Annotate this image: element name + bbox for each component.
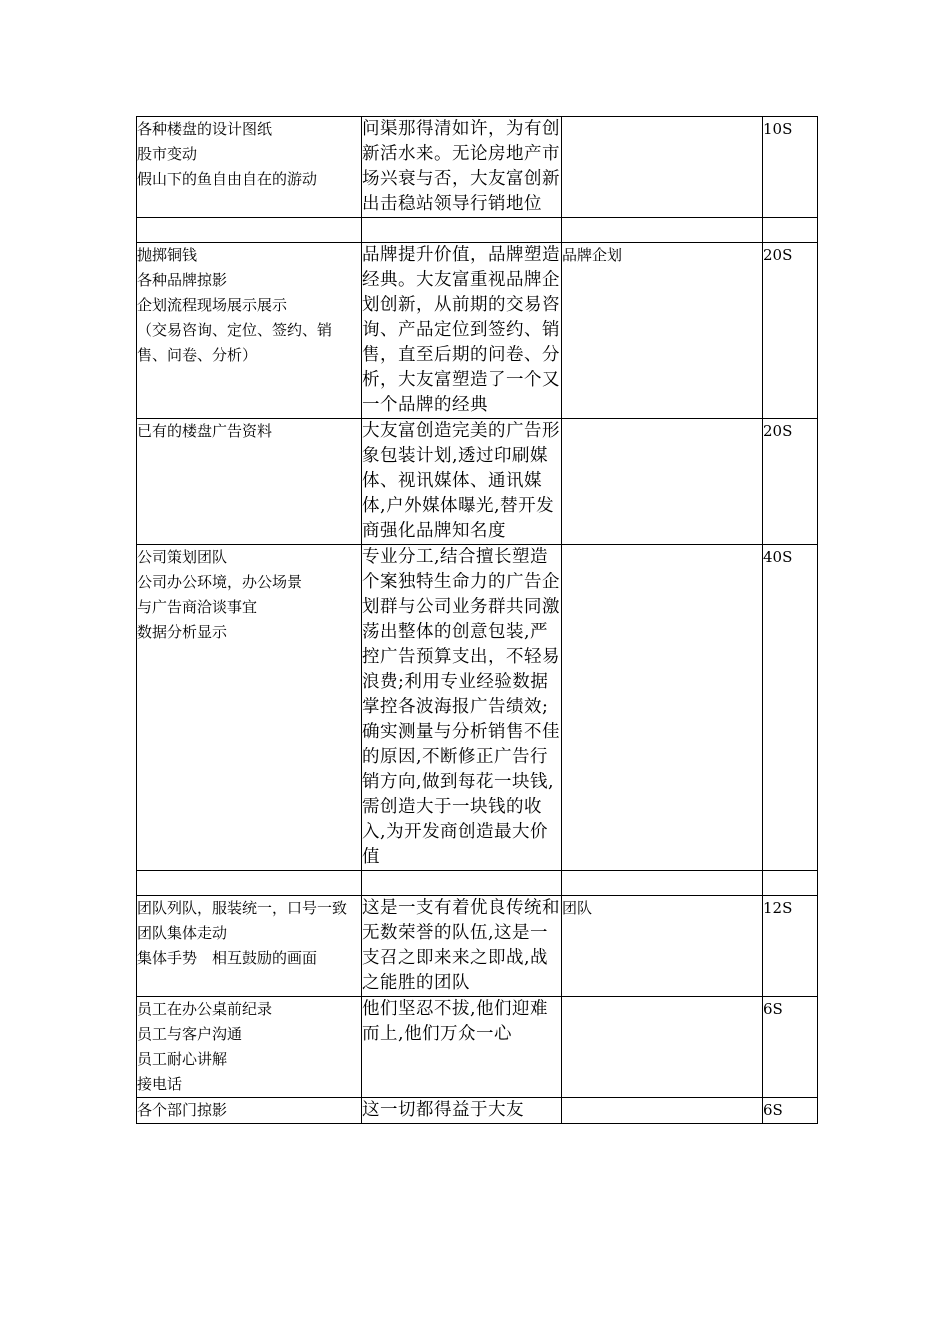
duration-cell: 6S <box>763 1098 818 1124</box>
scene-line: 公司策划团队 <box>137 548 228 566</box>
empty-cell <box>763 218 818 243</box>
storyboard-table <box>136 116 818 1124</box>
category-cell <box>562 997 763 1098</box>
scene-line: 与广告商洽谈事宜 <box>137 598 258 616</box>
scene-line: 员工耐心讲解 <box>137 1050 228 1068</box>
empty-cell <box>362 871 562 896</box>
category-cell <box>562 117 763 218</box>
scene-line: 团队列队，服装统一，口号一致 <box>137 899 348 917</box>
duration-cell: 12S <box>763 896 818 997</box>
table-row <box>137 1098 818 1124</box>
empty-cell <box>562 871 763 896</box>
duration-cell: 20S <box>763 419 818 545</box>
scene-line: 各种品牌掠影 <box>137 271 228 289</box>
scene-cell <box>137 896 362 997</box>
category-cell: 团队 <box>562 896 763 997</box>
scene-cell <box>137 545 362 871</box>
scene-line: （交易咨询、定位、签约、销售、问卷、分析） <box>137 321 333 364</box>
spacer-row <box>137 871 818 896</box>
narration-cell: 问渠那得清如许，为有创新活水来。无论房地产市场兴衰与否，大友富创新出击稳站领导行销地位 <box>362 117 562 218</box>
category-cell <box>562 545 763 871</box>
empty-cell <box>362 218 562 243</box>
scene-line: 团队集体走动 <box>137 924 228 942</box>
table-row <box>137 997 818 1098</box>
spacer-row <box>137 218 818 243</box>
scene-line: 集体手势 相互鼓励的画面 <box>137 949 318 967</box>
duration-cell: 40S <box>763 545 818 871</box>
empty-cell <box>562 218 763 243</box>
empty-cell <box>137 871 362 896</box>
table-row <box>137 117 818 218</box>
scene-cell <box>137 419 362 545</box>
scene-line: 已有的楼盘广告资料 <box>137 422 273 440</box>
scene-cell <box>137 243 362 419</box>
narration-cell: 大友富创造完美的广告形象包装计划,透过印刷媒体、视讯媒体、通讯媒体,户外媒体曝光,替开发商强化品牌知名度 <box>362 419 562 545</box>
table-row <box>137 243 818 419</box>
table-row <box>137 419 818 545</box>
duration-cell: 6S <box>763 997 818 1098</box>
scene-cell <box>137 997 362 1098</box>
scene-cell <box>137 1098 362 1124</box>
scene-line: 员工与客户沟通 <box>137 1025 243 1043</box>
scene-line: 假山下的鱼自由自在的游动 <box>137 170 318 188</box>
scene-line: 数据分析显示 <box>137 623 228 641</box>
narration-cell: 他们坚忍不拔,他们迎难而上,他们万众一心 <box>362 997 562 1098</box>
scene-cell <box>137 117 362 218</box>
category-cell <box>562 419 763 545</box>
scene-line: 抛掷铜钱 <box>137 246 198 264</box>
table-row <box>137 545 818 871</box>
empty-cell <box>137 218 362 243</box>
narration-cell: 品牌提升价值，品牌塑造经典。大友富重视品牌企划创新，从前期的交易咨询、产品定位到签约、销售，直至后期的问卷、分析，大友富塑造了一个又一个品牌的经典 <box>362 243 562 419</box>
scene-line: 接电话 <box>137 1075 183 1093</box>
category-cell <box>562 1098 763 1124</box>
category-cell: 品牌企划 <box>562 243 763 419</box>
scene-line: 企划流程现场展示展示 <box>137 296 288 314</box>
narration-cell: 这一切都得益于大友 <box>362 1098 562 1124</box>
scene-line: 各种楼盘的设计图纸 <box>137 120 273 138</box>
scene-line: 各个部门掠影 <box>137 1101 228 1119</box>
scene-line: 公司办公环境，办公场景 <box>137 573 303 591</box>
empty-cell <box>763 871 818 896</box>
narration-cell: 专业分工,结合擅长塑造个案独特生命力的广告企划群与公司业务群共同激荡出整体的创意包装,严控广告预算支出，不轻易浪费;利用专业经验数据掌控各波海报广告绩效;确实测量与分析销售不佳的原因,不断修正广告行销方向,做到每花一块钱,需创造大于一块钱的收入,为开发商创造最大价值 <box>362 545 562 871</box>
table-row <box>137 896 818 997</box>
scene-line: 股市变动 <box>137 145 198 163</box>
scene-line: 员工在办公桌前纪录 <box>137 1000 273 1018</box>
duration-cell: 20S <box>763 243 818 419</box>
narration-cell: 这是一支有着优良传统和无数荣誉的队伍,这是一支召之即来来之即战,战之能胜的团队 <box>362 896 562 997</box>
duration-cell: 10S <box>763 117 818 218</box>
